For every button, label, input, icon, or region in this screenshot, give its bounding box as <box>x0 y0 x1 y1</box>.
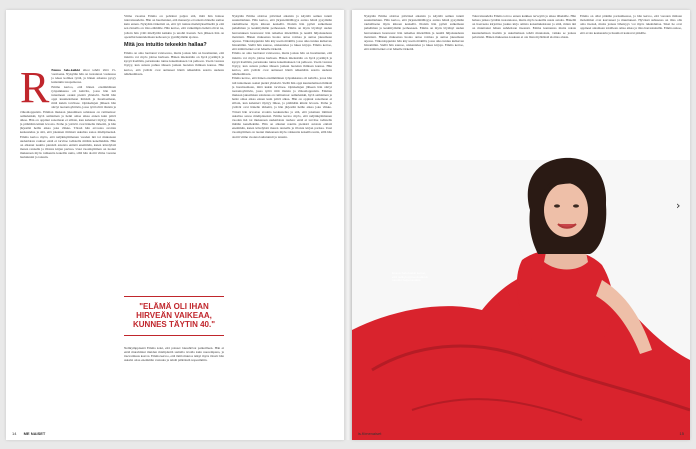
page-number-left: 14 <box>12 431 17 436</box>
body-text-2c: Nelikymppisenä Emma koki, että palaset loksahtivat paikoilleen. Hän ei enää murehtinut muiden mielipiteitä samalla tavalla kuin nuorempana, ja itsevarmuus kasvoi. Emma kertoo, että tämä muutos näkyi myös töissä: hän uskalsi ottaa enemmän vastuuta ja tehdä päätöksiä nopeammin. <box>124 346 224 363</box>
column-1 <box>20 68 116 433</box>
folio-right-site: is.fi/menaiset <box>358 431 382 436</box>
left-eye <box>554 204 560 207</box>
body-text-2b: Emma on aina luottanut vaistoonsa, mutta joskus hän on huomannut, että intuitio voi myös johtaa harhaan. Hänen mielestään on hyvä pysähtyä ja kysyä itseltään, perustuuko tunne kokemukseen vai pelkoon. Usein vastaus löytyy, kun asiasta puhuu ääneen jonkun luotetun ihmisen kanssa. Hän kertoo, että ystävät ovat auttaneet häntä näkemään asioita uudesta näkökulmasta. <box>124 50 224 76</box>
intro-lead: Emma Salo-kaikki <box>51 68 80 72</box>
body-text-5: Tulevaisuudelta Emma toivoo ennen kaikkea terveyttä ja aikaa läheisille. Hän haluaa jatkaa työtään tuotannossa, mutta myös kokeilla uusia asioita. Hänellä on haaveena kirjoittaa joskus kirja omista kokemuksistaan ja siitä, miten ikä on muuttanut hänen suhdettaan itseensä. Emma kannustaa muita naisia kuuntelemaan itseään ja uskaltamaan tehdä muutoksia, vaikka se joskus pelottaisi. Hänen mukaansa koskaan ei ole liian myöhäistä aloittaa alusta. <box>472 14 576 39</box>
right-eye <box>573 204 579 207</box>
column-2-bottom <box>124 346 224 434</box>
column-2 <box>124 14 224 290</box>
magazine-name: ME NAISET <box>23 431 46 436</box>
body-text-6: Emma on ollut pitkään parisuhteessa, ja hän kertoo, että vuosien mittaan molemmat ovat kasvaneet ja muuttuneet. Hyvässä suhteessa on tilaa olla oma itsensä, mutta joskus läheisyys voi myös tukahduttaa. Siksi he ovat oppineet antamaan toisilleen omaa aikaa ja tilaa harrastuksille. Emma uskoo, että avoin keskustelu ja huumori kantavat pitkälle. <box>580 14 682 35</box>
subheading-1: Mitä jos intuitio tekeekin hallaa? <box>124 41 207 48</box>
column-3 <box>232 14 332 434</box>
portrait-photo <box>352 10 690 440</box>
body-text-4: Nykyään Emma aloittaa päivänsä aikaisin ja käyttää aamun tunnit suunnitteluun. Hän kertoo, että järjestelmällisyys auttaa häntä pysymään rauhallisena myös kiireen keskellä. Iltaisin hän pyrkii sulkemaan puhelimen ja keskittymään perheeseen. Emma on myös löytänyt uuden harrastuksen luonnosta: hän retkeilee mielellään ja nauttii hiljaisuudesta metsässä. Hänen mukaansa luonto antaa voimaa ja auttaa jaksamaan arjessa. Viikonloppuisin hän käy usein mökillä, jossa aika tuntuu kulkevan hitaammin. Siellä hän saunoo, uiskentelee ja lukee kirjoja. Emma kertoo, että nämä hetket ovat hänelle tärkeitä. <box>364 14 464 52</box>
photo-caption: Emma Salo-kaikki kertoo, että nelikymppisenä elämä muuttui helpommaksi. <box>392 271 428 283</box>
drop-cap: R <box>20 68 50 112</box>
smile <box>558 224 576 228</box>
spine-gutter <box>344 10 352 440</box>
chevron-right-icon[interactable]: › <box>676 199 681 212</box>
body-text-3-repeat: Emma on aina luottanut vaistoonsa, mutta joskus hän on huomannut, että intuitio voi myös johtaa harhaan. Hänen mielestään on hyvä pysähtyä ja kysyä itseltään, perustuuko tunne kokemukseen vai pelkoon. Usein vastaus löytyy, kun asiasta puhuu ääneen jonkun luotetun ihmisen kanssa. Hän kertoo, että ystävät ovat auttaneet häntä näkemään asioita uudesta näkökulmasta. <box>232 51 332 77</box>
intro-text: alkoi tehdä töitä 15-vuotiaana. Nykyään hän on tuotannon vastuussa ja tekee kolmea työtä, ja hänen arkensa pysyy kuitenkin tasapainossa. <box>51 68 116 85</box>
body-text-3: Nykyään Emma aloittaa päivänsä aikaisin ja käyttää aamun tunnit suunnitteluun. Hän kertoo, että järjestelmällisyys auttaa häntä pysymään rauhallisena myös kiireen keskellä. Iltaisin hän pyrkii sulkemaan puhelimen ja keskittymään perheeseen. Emma on myös löytänyt uuden harrastuksen luonnosta: hän retkeilee mielellään ja nauttii hiljaisuudesta metsässä. Hänen mukaansa luonto antaa voimaa ja auttaa jaksamaan arjessa. Viikonloppuisin hän käy usein mökillä, jossa aika tuntuu kulkevan hitaammin. Siellä hän saunoo, uiskentelee ja lukee kirjoja. Emma kertoo, että nämä hetket ovat hänelle tärkeitä. <box>232 14 332 52</box>
body-text-3-more: Emma kertoo, että hänen ensimmäinen työpaikkansa oli kahvila, jossa hän tuli tunteineen osaksi pientä yhteisöä. Siellä hän oppi kuuntelemaan ihmisiä ja huomaamaan, mitä kukin tarvitsee. Opiskelujen jälkeen hän siirtyi tuotantoyhtiöön, jossa työtä riitti iltaisin ja viikonloppuisin. Emman mukaan jaksamisen salaisuus on rutiineissa: aamulenkki, hyvä aamiainen ja hetki omaa aikaa ennen kuin päivä alkaa. Hän on oppinut sanomaan ei silloin, kun kalenteri täyttyy liikaa, ja pitämään kiinni levosta. Perhe ja ystävät ovat hänelle tärkeitä, ja hän järjestää heille aikaa joka viikko. Töissä hän arvostaa avointa keskustelua ja sitä, että jokainen tiimissä uskaltaa sanoa mielipiteensä. Emma kertoo myös, että neljänkymmenen vuoden ikä toi mukanaan uudenlaista rauhaa: enää ei tarvitse todistella mitään kenellekään. Hän on alkanut nauttia pienistä asioista entistä enemmän, kuten kävelyistä meren rannalla ja illoista kirjan parissa. Uusi vuosikymmen on tuonut mukanaan myös rohkeutta kokeilla uutta, sillä hän aloitti viime vuonna laulutunnit ja tanssin. <box>232 76 332 139</box>
right-page <box>352 10 690 440</box>
page-number-right: 15 <box>679 431 684 436</box>
body-text-2: Viime vuosina Emma on pohtinut paljon sitä, mitä hän haluaa tulevaisuudelta. Hän on huomannut, että menestys ei tarkoita hänelle samaa kuin ennen. Nykyään tärkeintä on, että työ tuntuu merkitykselliseltä ja että sen rinnalla on tilaa elämälle. Hän kertoo, että vaikeimpia hetkiä olivat ne, jolloin hän yritti miellyttää kaikkia ja unohti itsensä. Sen jälkeen hän on opetellut kuuntelemaan kehoaan ja pysähtymään ajoissa. <box>124 14 224 39</box>
pull-quote: "ELÄMÄ OLI IHAN HIRVEÄN VAIKEAA, KUNNES TÄYTIN 40." <box>124 296 224 336</box>
folio-left <box>12 431 45 436</box>
face <box>544 183 588 237</box>
left-page <box>6 10 344 440</box>
body-text-1: Emma kertoo, että hänen ensimmäinen työpaikkansa oli kahvila, jossa hän tuli tunteineen osaksi pientä yhteisöä. Siellä hän oppi kuuntelemaan ihmisiä ja huomaamaan, mitä kukin tarvitsee. Opiskelujen jälkeen hän siirtyi tuotantoyhtiöön, jossa työtä riitti iltaisin ja viikonloppuisin. Emman mukaan jaksamisen salaisuus on rutiineissa: aamulenkki, hyvä aamiainen ja hetki omaa aikaa ennen kuin päivä alkaa. Hän on oppinut sanomaan ei silloin, kun kalenteri täyttyy liikaa, ja pitämään kiinni levosta. Perhe ja ystävät ovat hänelle tärkeitä, ja hän järjestää heille aikaa joka viikko. Töissä hän arvostaa avointa keskustelua ja sitä, että jokainen tiimissä uskaltaa sanoa mielipiteensä. Emma kertoo myös, että neljänkymmenen vuoden ikä toi mukanaan uudenlaista rauhaa: enää ei tarvitse todistella mitään kenellekään. Hän on alkanut nauttia pienistä asioista entistä enemmän, kuten kävelyistä meren rannalla ja illoista kirjan parissa. Uusi vuosikymmen on tuonut mukanaan myös rohkeutta kokeilla uutta, sillä hän aloitti viime vuonna laulutunnit ja tanssin. <box>20 84 116 160</box>
